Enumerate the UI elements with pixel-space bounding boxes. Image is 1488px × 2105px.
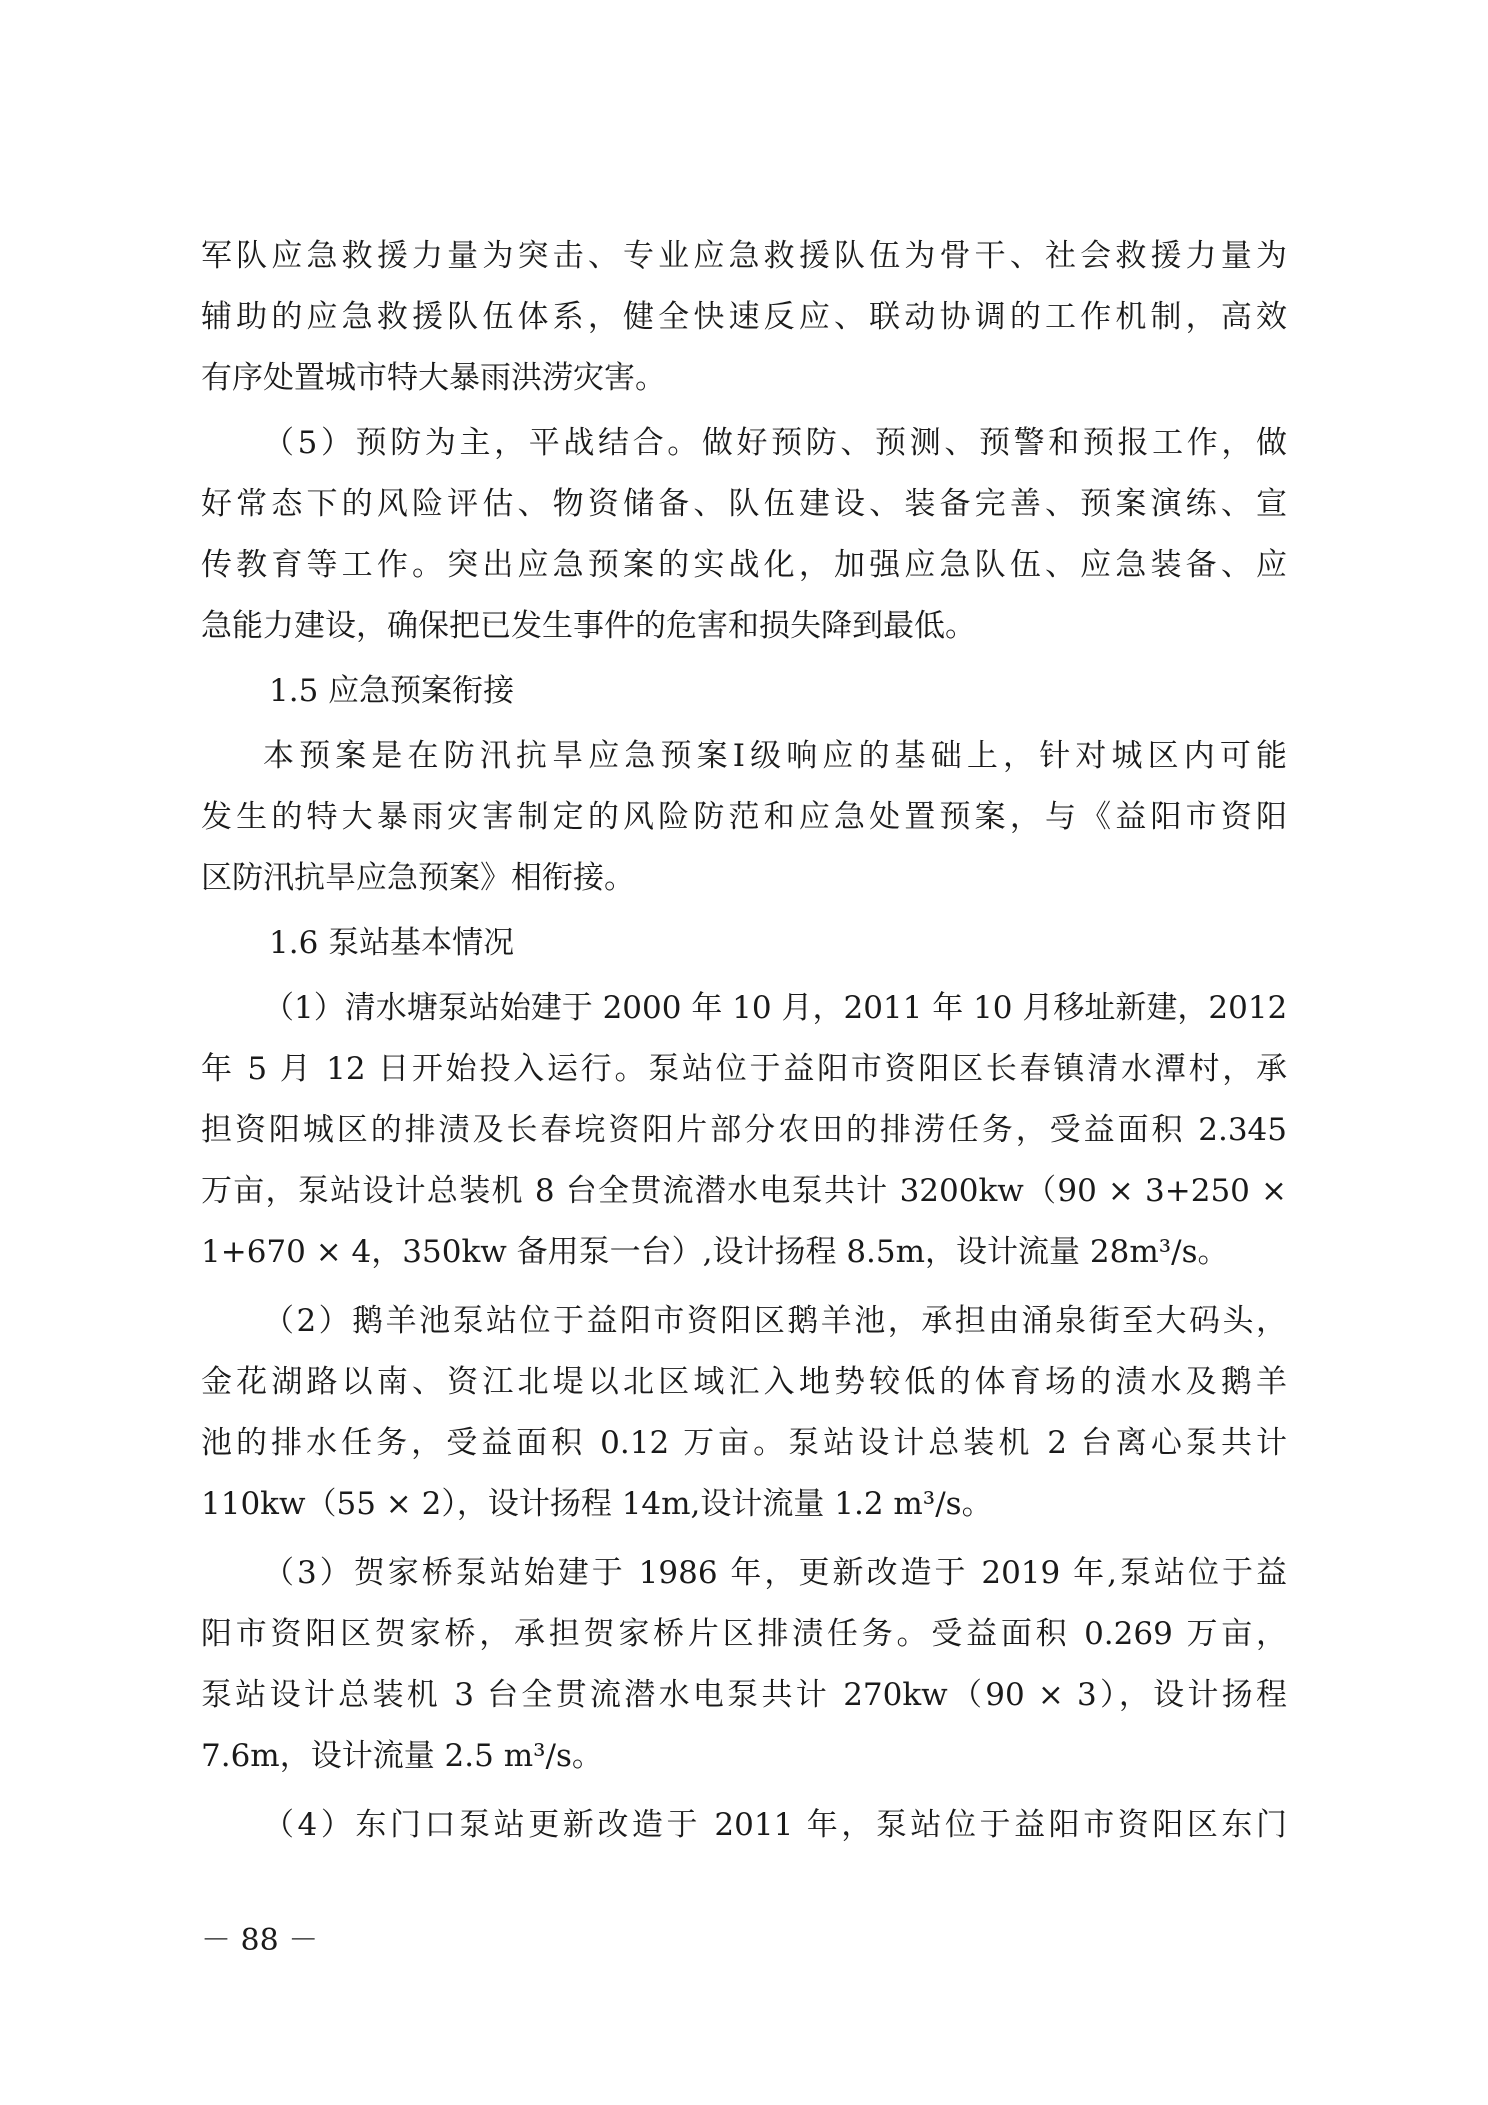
body-text xyxy=(201,226,1287,1856)
text-line: （4）东门口泵站更新改造于 2011 年，泵站位于益阳市资阳区东门 xyxy=(263,1807,1287,1843)
text-line: 急能力建设，确保把已发生事件的危害和损失降到最低。 xyxy=(201,608,976,644)
text-line: 有序处置城市特大暴雨洪涝灾害。 xyxy=(201,360,666,396)
page-number: － 88 － xyxy=(201,1923,319,1958)
text-line: （1）清水塘泵站始建于 2000 年 10 月，2011 年 10 月移址新建，2012 xyxy=(263,990,1287,1026)
text-line: 发生的特大暴雨灾害制定的风险防范和应急处置预案，与《益阳市资阳 xyxy=(201,799,1287,835)
text-line: 担资阳城区的排渍及长春垸资阳片部分农田的排涝任务，受益面积 2.345 xyxy=(201,1112,1287,1148)
text-line: （2）鹅羊池泵站位于益阳市资阳区鹅羊池，承担由涌泉街至大码头， xyxy=(263,1303,1287,1339)
text-line: （3）贺家桥泵站始建于 1986 年，更新改造于 2019 年,泵站位于益 xyxy=(263,1555,1287,1591)
text-line: 金花湖路以南、资江北堤以北区域汇入地势较低的体育场的渍水及鹅羊 xyxy=(201,1364,1287,1400)
text-line: 本预案是在防汛抗旱应急预案Ⅰ级响应的基础上，针对城区内可能 xyxy=(263,738,1287,774)
text-line: （5）预防为主，平战结合。做好预防、预测、预警和预报工作，做 xyxy=(263,425,1287,461)
text-line: 区防汛抗旱应急预案》相衔接。 xyxy=(201,860,635,896)
text-line: 好常态下的风险评估、物资储备、队伍建设、装备完善、预案演练、宣 xyxy=(201,486,1287,522)
section-heading: 1.6 泵站基本情况 xyxy=(269,925,515,961)
text-line: 7.6m，设计流量 2.5 m³/s。 xyxy=(201,1738,603,1774)
text-line: 泵站设计总装机 3 台全贯流潜水电泵共计 270kw（90 × 3），设计扬程 xyxy=(201,1677,1287,1713)
text-line: 池的排水任务，受益面积 0.12 万亩。泵站设计总装机 2 台离心泵共计 xyxy=(201,1425,1287,1461)
text-line: 辅助的应急救援队伍体系，健全快速反应、联动协调的工作机制，高效 xyxy=(201,299,1287,335)
text-line: 110kw（55 × 2），设计扬程 14m,设计流量 1.2 m³/s。 xyxy=(201,1486,993,1522)
section-heading: 1.5 应急预案衔接 xyxy=(269,673,515,709)
text-line: 万亩，泵站设计总装机 8 台全贯流潜水电泵共计 3200kw（90 × 3+250 × xyxy=(201,1173,1287,1209)
text-line: 年 5 月 12 日开始投入运行。泵站位于益阳市资阳区长春镇清水潭村，承 xyxy=(201,1051,1287,1087)
text-line: 1+670 × 4，350kw 备用泵一台）,设计扬程 8.5m，设计流量 28m³/s。 xyxy=(201,1234,1229,1270)
text-line: 传教育等工作。突出应急预案的实战化，加强应急队伍、应急装备、应 xyxy=(201,547,1287,583)
text-line: 阳市资阳区贺家桥，承担贺家桥片区排渍任务。受益面积 0.269 万亩， xyxy=(201,1616,1287,1652)
text-line: 军队应急救援力量为突击、专业应急救援队伍为骨干、社会救援力量为 xyxy=(201,238,1287,274)
